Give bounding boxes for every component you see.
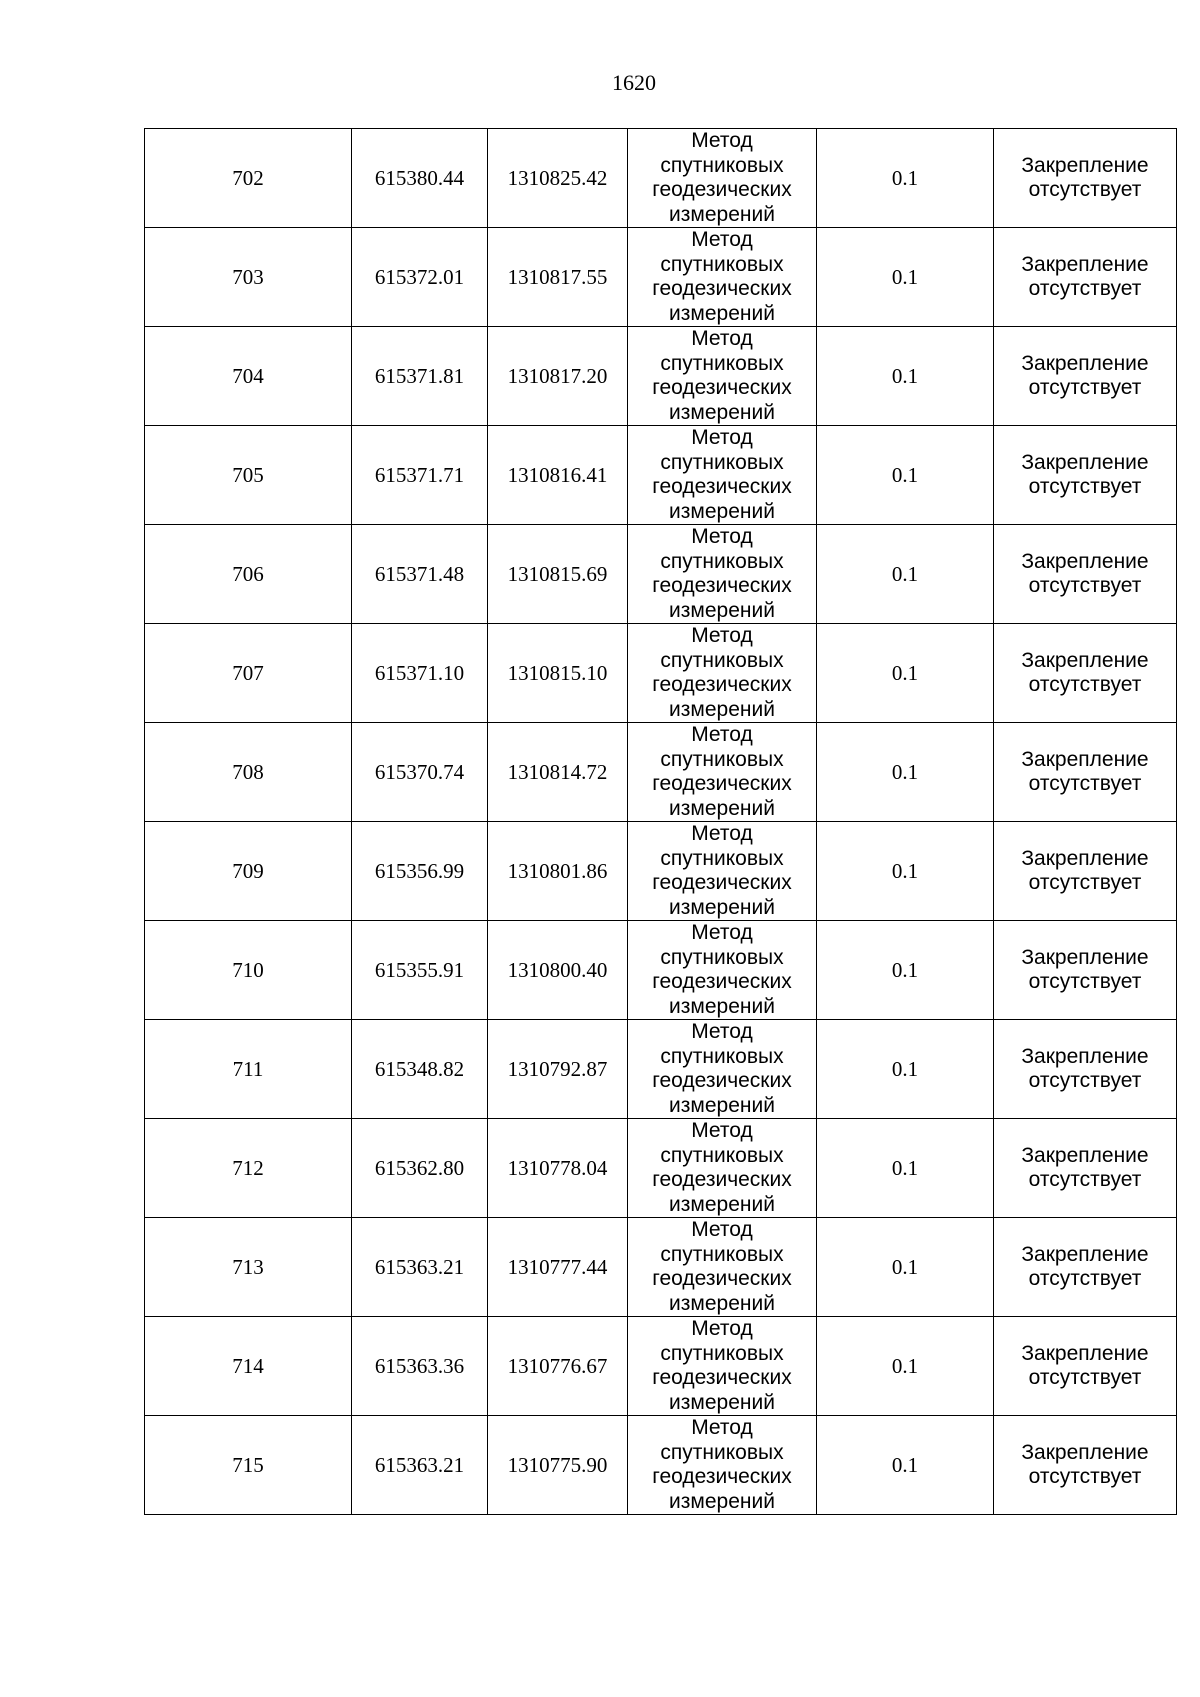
table-row <box>145 1218 1177 1317</box>
fixation-line: отсутствует <box>1028 1465 1142 1488</box>
table-row <box>145 1416 1177 1515</box>
method-line: геодезических <box>652 277 792 300</box>
method-line: геодезических <box>652 376 792 399</box>
point-number-cell: 714 <box>145 1317 352 1416</box>
point-number-cell: 706 <box>145 525 352 624</box>
fixation-line: отсутствует <box>1028 772 1142 795</box>
table-row <box>145 1020 1177 1119</box>
method-line: Метод <box>691 525 753 548</box>
method-line: спутниковых <box>660 846 784 870</box>
accuracy-cell: 0.1 <box>817 129 994 228</box>
method-line: геодезических <box>652 574 792 597</box>
fixation-line: отсутствует <box>1028 1168 1142 1191</box>
method-line: геодезических <box>652 1465 792 1488</box>
method-line: геодезических <box>652 1069 792 1092</box>
method-line: измерений <box>669 895 775 919</box>
fixation-cell <box>994 327 1177 426</box>
method-line: спутниковых <box>660 648 784 672</box>
y-coordinate-cell: 1310775.90 <box>488 1416 628 1515</box>
accuracy-cell: 0.1 <box>817 327 994 426</box>
fixation-line: Закрепление <box>1021 153 1149 177</box>
fixation-line: отсутствует <box>1028 376 1142 399</box>
fixation-cell <box>994 822 1177 921</box>
method-line: геодезических <box>652 1168 792 1191</box>
table-row <box>145 129 1177 228</box>
table-row <box>145 1119 1177 1218</box>
point-number-cell: 702 <box>145 129 352 228</box>
method-line: измерений <box>669 598 775 622</box>
method-line: геодезических <box>652 178 792 201</box>
table-row <box>145 822 1177 921</box>
fixation-line: Закрепление <box>1021 747 1149 771</box>
method-line: спутниковых <box>660 549 784 573</box>
table-row <box>145 624 1177 723</box>
fixation-cell <box>994 723 1177 822</box>
method-line: измерений <box>669 301 775 325</box>
x-coordinate-cell: 615371.10 <box>352 624 488 723</box>
point-number-cell: 715 <box>145 1416 352 1515</box>
fixation-line: отсутствует <box>1028 574 1142 597</box>
accuracy-cell: 0.1 <box>817 921 994 1020</box>
method-line: геодезических <box>652 475 792 498</box>
method-cell <box>628 1119 817 1218</box>
y-coordinate-cell: 1310777.44 <box>488 1218 628 1317</box>
fixation-cell <box>994 129 1177 228</box>
fixation-line: отсутствует <box>1028 673 1142 696</box>
fixation-cell <box>994 1416 1177 1515</box>
method-cell <box>628 624 817 723</box>
method-line: Метод <box>691 723 753 746</box>
y-coordinate-cell: 1310800.40 <box>488 921 628 1020</box>
fixation-cell <box>994 921 1177 1020</box>
fixation-line: Закрепление <box>1021 351 1149 375</box>
fixation-line: отсутствует <box>1028 277 1142 300</box>
y-coordinate-cell: 1310816.41 <box>488 426 628 525</box>
method-line: Метод <box>691 426 753 449</box>
method-line: измерений <box>669 1192 775 1216</box>
x-coordinate-cell: 615370.74 <box>352 723 488 822</box>
method-cell <box>628 1317 817 1416</box>
y-coordinate-cell: 1310815.69 <box>488 525 628 624</box>
point-number-cell: 703 <box>145 228 352 327</box>
fixation-line: отсутствует <box>1028 1267 1142 1290</box>
method-line: Метод <box>691 228 753 251</box>
method-line: геодезических <box>652 772 792 795</box>
method-cell <box>628 525 817 624</box>
method-line: спутниковых <box>660 1242 784 1266</box>
fixation-line: отсутствует <box>1028 871 1142 894</box>
method-cell <box>628 228 817 327</box>
x-coordinate-cell: 615380.44 <box>352 129 488 228</box>
accuracy-cell: 0.1 <box>817 624 994 723</box>
fixation-line: Закрепление <box>1021 945 1149 969</box>
y-coordinate-cell: 1310776.67 <box>488 1317 628 1416</box>
method-line: Метод <box>691 1119 753 1142</box>
method-line: спутниковых <box>660 747 784 771</box>
fixation-line: Закрепление <box>1021 1440 1149 1464</box>
method-line: спутниковых <box>660 1440 784 1464</box>
accuracy-cell: 0.1 <box>817 723 994 822</box>
method-cell <box>628 129 817 228</box>
accuracy-cell: 0.1 <box>817 1020 994 1119</box>
x-coordinate-cell: 615371.48 <box>352 525 488 624</box>
fixation-cell <box>994 1119 1177 1218</box>
fixation-cell <box>994 624 1177 723</box>
table-row <box>145 921 1177 1020</box>
method-line: Метод <box>691 624 753 647</box>
x-coordinate-cell: 615363.21 <box>352 1218 488 1317</box>
method-line: спутниковых <box>660 153 784 177</box>
point-number-cell: 704 <box>145 327 352 426</box>
method-line: Метод <box>691 1317 753 1340</box>
method-line: измерений <box>669 1291 775 1315</box>
method-line: спутниковых <box>660 252 784 276</box>
x-coordinate-cell: 615355.91 <box>352 921 488 1020</box>
method-line: геодезических <box>652 1267 792 1290</box>
fixation-line: Закрепление <box>1021 1242 1149 1266</box>
x-coordinate-cell: 615372.01 <box>352 228 488 327</box>
x-coordinate-cell: 615363.36 <box>352 1317 488 1416</box>
x-coordinate-cell: 615371.81 <box>352 327 488 426</box>
method-line: Метод <box>691 327 753 350</box>
fixation-line: Закрепление <box>1021 1143 1149 1167</box>
fixation-line: Закрепление <box>1021 1044 1149 1068</box>
point-number-cell: 711 <box>145 1020 352 1119</box>
method-line: измерений <box>669 1489 775 1513</box>
accuracy-cell: 0.1 <box>817 1416 994 1515</box>
method-line: измерений <box>669 400 775 424</box>
x-coordinate-cell: 615362.80 <box>352 1119 488 1218</box>
x-coordinate-cell: 615356.99 <box>352 822 488 921</box>
method-cell <box>628 426 817 525</box>
method-line: геодезических <box>652 673 792 696</box>
y-coordinate-cell: 1310814.72 <box>488 723 628 822</box>
method-line: спутниковых <box>660 351 784 375</box>
method-line: геодезических <box>652 1366 792 1389</box>
fixation-line: Закрепление <box>1021 450 1149 474</box>
y-coordinate-cell: 1310801.86 <box>488 822 628 921</box>
method-cell <box>628 1218 817 1317</box>
accuracy-cell: 0.1 <box>817 228 994 327</box>
fixation-line: Закрепление <box>1021 846 1149 870</box>
method-line: Метод <box>691 1416 753 1439</box>
point-number-cell: 707 <box>145 624 352 723</box>
accuracy-cell: 0.1 <box>817 1119 994 1218</box>
x-coordinate-cell: 615363.21 <box>352 1416 488 1515</box>
table-row <box>145 327 1177 426</box>
method-cell <box>628 822 817 921</box>
y-coordinate-cell: 1310815.10 <box>488 624 628 723</box>
coordinates-table <box>144 128 1177 1515</box>
method-line: спутниковых <box>660 1044 784 1068</box>
y-coordinate-cell: 1310778.04 <box>488 1119 628 1218</box>
fixation-cell <box>994 1020 1177 1119</box>
fixation-cell <box>994 228 1177 327</box>
method-cell <box>628 327 817 426</box>
x-coordinate-cell: 615348.82 <box>352 1020 488 1119</box>
accuracy-cell: 0.1 <box>817 822 994 921</box>
point-number-cell: 705 <box>145 426 352 525</box>
method-line: измерений <box>669 697 775 721</box>
point-number-cell: 713 <box>145 1218 352 1317</box>
point-number-cell: 708 <box>145 723 352 822</box>
method-line: геодезических <box>652 871 792 894</box>
fixation-cell <box>994 1317 1177 1416</box>
fixation-line: отсутствует <box>1028 475 1142 498</box>
method-cell <box>628 1416 817 1515</box>
method-line: спутниковых <box>660 1143 784 1167</box>
table-row <box>145 525 1177 624</box>
method-cell <box>628 921 817 1020</box>
y-coordinate-cell: 1310817.20 <box>488 327 628 426</box>
method-line: измерений <box>669 994 775 1018</box>
method-line: спутниковых <box>660 1341 784 1365</box>
method-line: Метод <box>691 129 753 152</box>
method-cell <box>628 1020 817 1119</box>
accuracy-cell: 0.1 <box>817 1317 994 1416</box>
table-row <box>145 1317 1177 1416</box>
method-line: геодезических <box>652 970 792 993</box>
method-line: Метод <box>691 822 753 845</box>
method-line: измерений <box>669 796 775 820</box>
y-coordinate-cell: 1310817.55 <box>488 228 628 327</box>
fixation-line: Закрепление <box>1021 549 1149 573</box>
page-number: 1620 <box>612 70 656 95</box>
fixation-cell <box>994 525 1177 624</box>
method-line: измерений <box>669 1093 775 1117</box>
method-line: Метод <box>691 1020 753 1043</box>
fixation-line: Закрепление <box>1021 1341 1149 1365</box>
point-number-cell: 710 <box>145 921 352 1020</box>
method-line: Метод <box>691 921 753 944</box>
table-row <box>145 723 1177 822</box>
fixation-line: отсутствует <box>1028 970 1142 993</box>
x-coordinate-cell: 615371.71 <box>352 426 488 525</box>
fixation-line: отсутствует <box>1028 1366 1142 1389</box>
fixation-line: Закрепление <box>1021 252 1149 276</box>
accuracy-cell: 0.1 <box>817 426 994 525</box>
fixation-line: Закрепление <box>1021 648 1149 672</box>
method-line: спутниковых <box>660 945 784 969</box>
fixation-line: отсутствует <box>1028 178 1142 201</box>
accuracy-cell: 0.1 <box>817 1218 994 1317</box>
accuracy-cell: 0.1 <box>817 525 994 624</box>
fixation-cell <box>994 426 1177 525</box>
method-line: измерений <box>669 1390 775 1414</box>
method-line: спутниковых <box>660 450 784 474</box>
method-line: измерений <box>669 202 775 226</box>
point-number-cell: 709 <box>145 822 352 921</box>
method-line: измерений <box>669 499 775 523</box>
fixation-line: отсутствует <box>1028 1069 1142 1092</box>
point-number-cell: 712 <box>145 1119 352 1218</box>
table-body <box>145 129 1177 1515</box>
method-line: Метод <box>691 1218 753 1241</box>
y-coordinate-cell: 1310792.87 <box>488 1020 628 1119</box>
fixation-cell <box>994 1218 1177 1317</box>
y-coordinate-cell: 1310825.42 <box>488 129 628 228</box>
method-cell <box>628 723 817 822</box>
table-row <box>145 228 1177 327</box>
table-row <box>145 426 1177 525</box>
